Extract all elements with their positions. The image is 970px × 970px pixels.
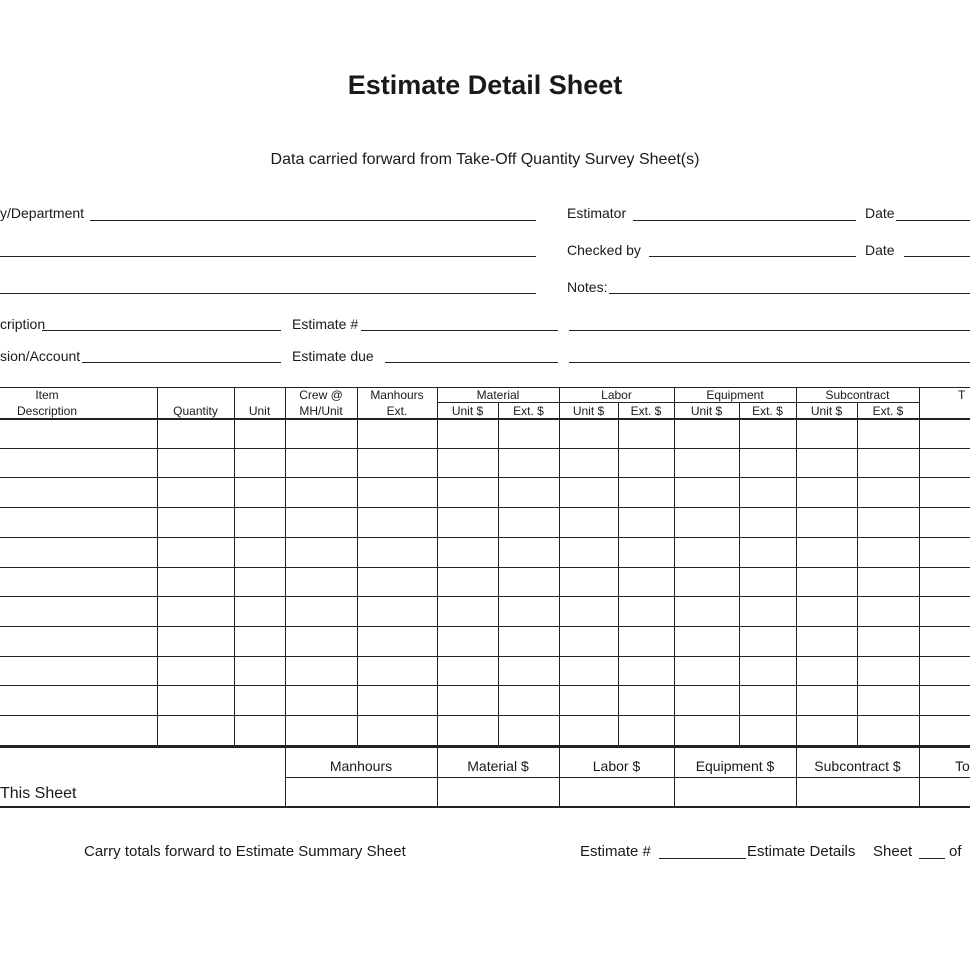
carry-totals-text: Carry totals forward to Estimate Summary Sheet [84, 843, 406, 860]
mh-unit-header: MH/Unit [299, 404, 343, 418]
crew-header: Crew @ [299, 388, 343, 402]
description-label: cription [0, 316, 46, 332]
table-row-line [0, 448, 970, 449]
notes-field-3[interactable] [569, 362, 970, 363]
table-row-line [0, 685, 970, 686]
notes-label: Notes: [567, 279, 608, 295]
estimate-no-label: Estimate # [292, 316, 359, 332]
table-row-line [0, 477, 970, 478]
page-subtitle: Data carried forward from Take-Off Quantity Survey Sheet(s) [270, 151, 700, 168]
description-header: Description [16, 404, 78, 418]
summary-divider [796, 746, 797, 806]
summary-equipment: Equipment $ [695, 758, 775, 774]
table-row-line [0, 567, 970, 568]
division-account-label: sion/Account [0, 348, 81, 364]
summary-divider [559, 746, 560, 806]
checked-by-field[interactable] [649, 256, 856, 257]
company-department-label: y/Department [0, 205, 85, 221]
footer-estimate-no-label: Estimate # [580, 843, 651, 860]
summary-bottom [0, 806, 970, 808]
item-header: Item [35, 388, 59, 402]
sub-column-divider [857, 402, 858, 745]
summary-material: Material $ [467, 758, 529, 774]
notes-field-2[interactable] [569, 330, 970, 331]
summary-middle [285, 777, 970, 778]
company-department-field[interactable] [90, 220, 536, 221]
labor-ext-header: Ext. $ [630, 404, 662, 418]
sub-column-divider [618, 402, 619, 745]
column-divider [919, 387, 920, 745]
column-divider [234, 387, 235, 745]
notes-field[interactable] [609, 293, 970, 294]
labor-header: Labor [601, 388, 632, 402]
sub-column-divider [739, 402, 740, 745]
labor-unit-header: Unit $ [572, 404, 605, 418]
date1-label: Date [865, 205, 895, 221]
sub-column-divider [498, 402, 499, 745]
estimate-due-label: Estimate due [292, 348, 374, 364]
sheet-label: Sheet [873, 843, 913, 860]
table-row-line [0, 626, 970, 627]
table-row-line [0, 507, 970, 508]
sheet-number-field[interactable] [919, 858, 945, 859]
of-label: of [949, 843, 962, 860]
summary-labor: Labor $ [592, 758, 641, 774]
column-divider [559, 387, 560, 745]
column-divider [796, 387, 797, 745]
division-account-field[interactable] [82, 362, 281, 363]
blank-field-1[interactable] [0, 256, 536, 257]
table-row-line [0, 656, 970, 657]
subcontract-ext-header: Ext. $ [872, 404, 904, 418]
this-sheet-label: This Sheet [0, 785, 77, 802]
table-row-line [0, 715, 970, 716]
footer-estimate-no-field[interactable] [659, 858, 746, 859]
estimator-field[interactable] [633, 220, 856, 221]
material-header: Material [476, 388, 520, 402]
equipment-ext-header: Ext. $ [752, 404, 783, 418]
date2-field[interactable] [904, 256, 970, 257]
summary-manhours: Manhours [329, 758, 393, 774]
summary-divider [285, 746, 286, 806]
page-title: Estimate Detail Sheet [347, 70, 623, 100]
column-divider [674, 387, 675, 745]
column-divider [357, 387, 358, 745]
summary-top-left [0, 746, 285, 748]
checked-by-label: Checked by [567, 242, 641, 258]
equipment-header: Equipment [706, 388, 764, 402]
summary-subcontract: Subcontract $ [814, 758, 901, 774]
date1-field[interactable] [896, 220, 970, 221]
material-ext-header: Ext. $ [513, 404, 544, 418]
column-divider [437, 387, 438, 745]
equipment-unit-header: Unit $ [690, 404, 723, 418]
summary-divider [919, 746, 920, 806]
description-field[interactable] [42, 330, 281, 331]
estimator-label: Estimator [567, 205, 627, 221]
estimate-details-label: Estimate Details [747, 843, 856, 860]
total-header: T [958, 388, 966, 402]
quantity-header: Quantity [173, 404, 218, 418]
material-unit-header: Unit $ [451, 404, 484, 418]
table-row-line [0, 537, 970, 538]
column-divider [285, 387, 286, 745]
subcontract-unit-header: Unit $ [810, 404, 843, 418]
manhours-header: Manhours [370, 388, 424, 402]
summary-total: To [955, 758, 970, 774]
table-row-line [0, 596, 970, 597]
unit-header: Unit [248, 404, 271, 418]
date2-label: Date [865, 242, 895, 258]
estimate-no-field[interactable] [361, 330, 558, 331]
blank-field-2[interactable] [0, 293, 536, 294]
summary-divider [674, 746, 675, 806]
summary-divider [437, 746, 438, 806]
estimate-due-field[interactable] [385, 362, 558, 363]
manhours-ext-header: Ext. [386, 404, 408, 418]
subcontract-header: Subcontract [825, 388, 890, 402]
column-divider [157, 387, 158, 745]
summary-top [285, 746, 970, 748]
